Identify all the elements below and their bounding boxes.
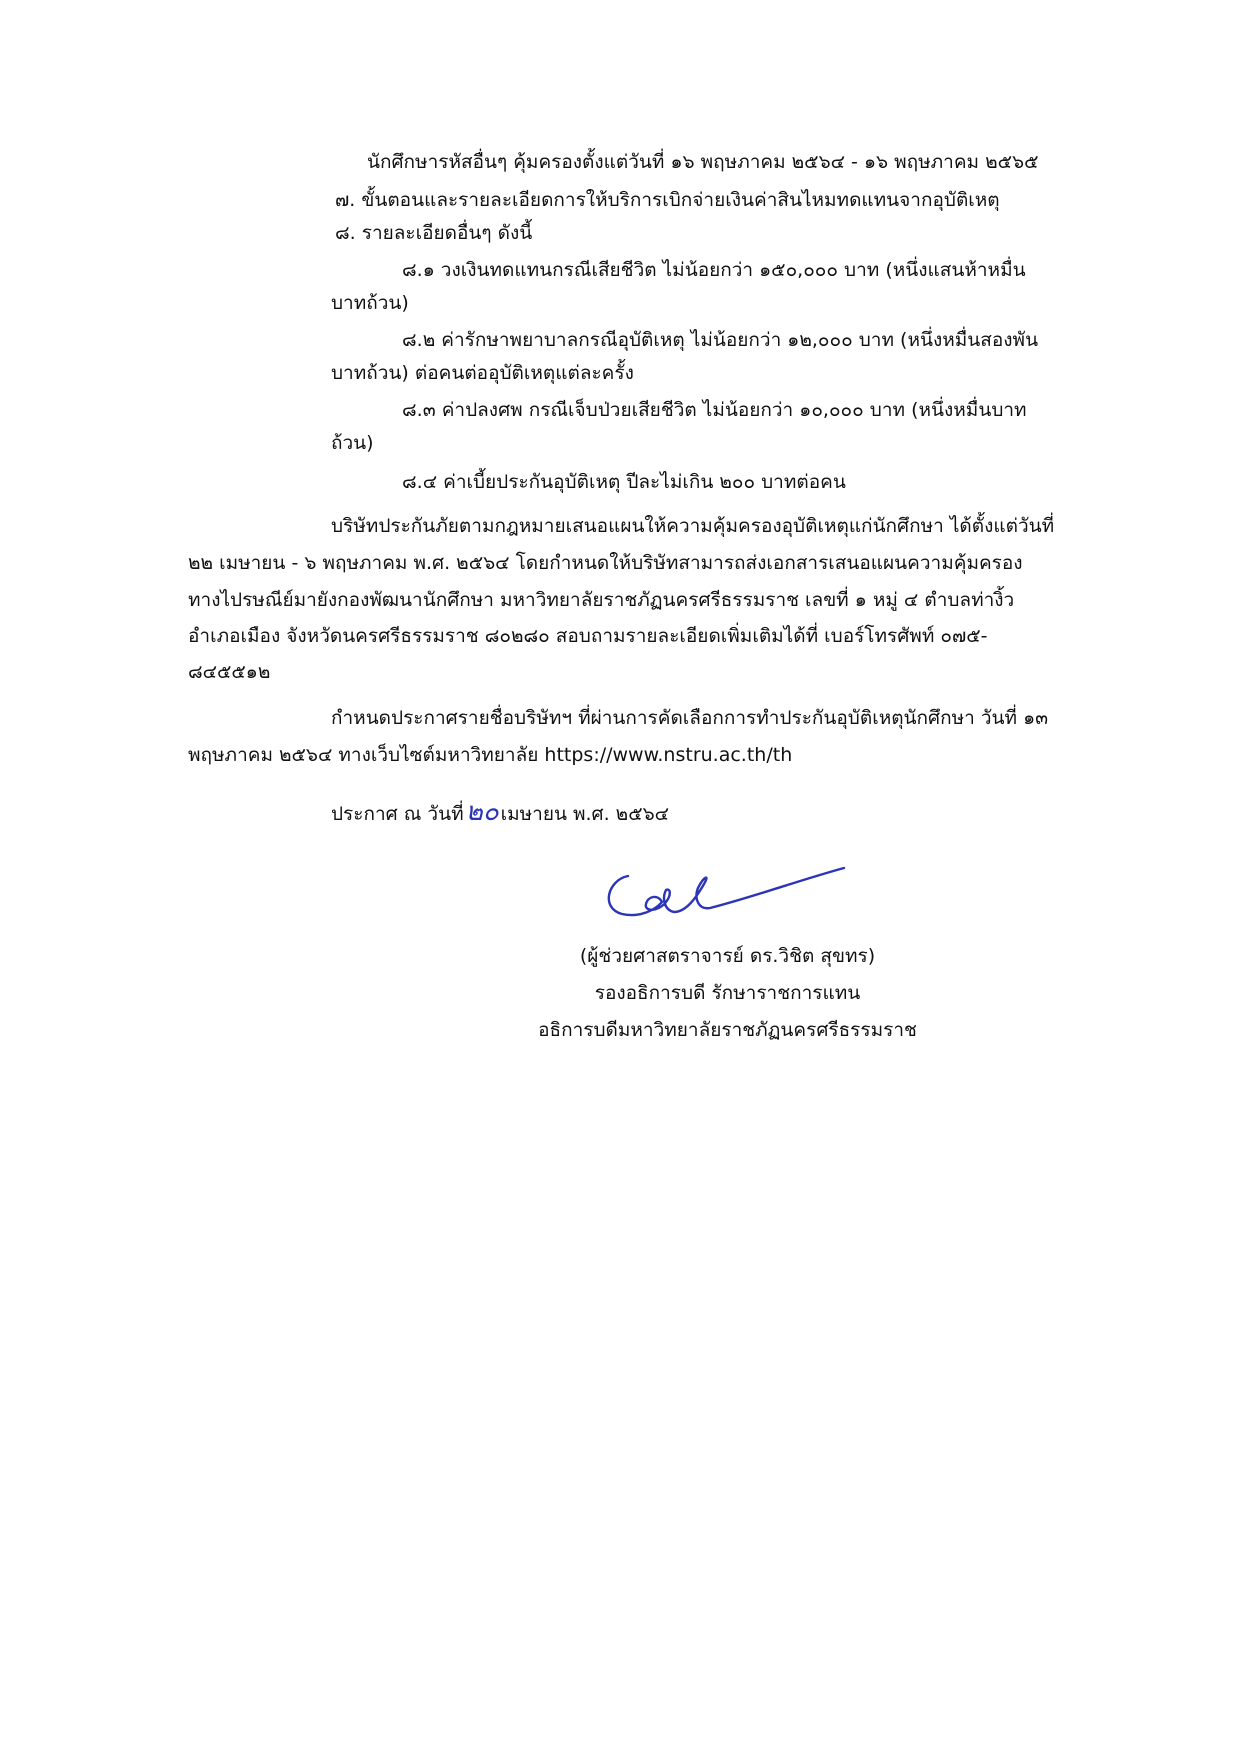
item-8-3-line1: ๘.๓ ค่าปลงศพ กรณีเจ็บป่วยเสียชีวิต ไม่น้อยกว่า ๑๐,๐๐๐ บาท (หนึ่งหมื่นบาท [402, 399, 1027, 421]
paragraph-2-line1: กำหนดประกาศรายชื่อบริษัทฯ ที่ผ่านการคัดเลือกการทำประกันอุบัติเหตุนักศึกษา วันที่ ๑๓ [331, 707, 1049, 729]
item-8-2-line1: ๘.๒ ค่ารักษาพยาบาลกรณีอุบัติเหตุ ไม่น้อยกว่า ๑๒,๐๐๐ บาท (หนึ่งหมื่นสองพัน [402, 329, 1039, 351]
item-8-3-line2: ถ้วน) [331, 432, 374, 454]
item-8-1-line2: บาทถ้วน) [331, 292, 409, 314]
paragraph-1-line5: ๘๔๕๕๑๒ [188, 661, 271, 683]
announcement-date [331, 797, 670, 827]
paragraph-1-line3: ทางไปรษณีย์มายังกองพัฒนานักศึกษา มหาวิทยาลัยราชภัฏนครศรีธรรมราช เลขที่ ๑ หมู่ ๔ ตำบลท่างิ้ว [188, 589, 1015, 611]
announcement-prefix: ประกาศ ณ วันที่ [331, 803, 464, 825]
paragraph-1-line4: อำเภอเมือง จังหวัดนครศรีธรรมราช ๘๐๒๘๐ สอบถามรายละเอียดเพิ่มเติมได้ที่ เบอร์โทรศัพท์ ๐๗๕- [188, 625, 988, 647]
paragraph-1-line1: บริษัทประกันภัยตามกฎหมายเสนอแผนให้ความคุ้มครองอุบัติเหตุแก่นักศึกษา ได้ตั้งแต่วันที่ [331, 515, 1055, 537]
signature-icon [600, 858, 850, 928]
signatory-block [0, 944, 1247, 1042]
item-7: ๗. ขั้นตอนและรายละเอียดการให้บริการเบิกจ่ายเงินค่าสินไหมทดแทนจากอุบัติเหตุ [335, 189, 1000, 211]
signatory-name: (ผู้ช่วยศาสตราจารย์ ดร.วิชิต สุขทร) [579, 945, 876, 967]
handwritten-day: ๒๐ [465, 797, 499, 827]
text-line-continuation: นักศึกษารหัสอื่นๆ คุ้มครองตั้งแต่วันที่ ๑๖ พฤษภาคม ๒๕๖๔ - ๑๖ พฤษภาคม ๒๕๖๕ [367, 151, 1039, 173]
paragraph-1-line2: ๒๒ เมษายน - ๖ พฤษภาคม พ.ศ. ๒๕๖๔ โดยกำหนดให้บริษัทสามารถส่งเอกสารเสนอแผนความคุ้มครอง [188, 552, 1023, 574]
signatory-position-1: รองอธิการบดี รักษาราชการแทน [594, 982, 861, 1004]
paragraph-2-line2: พฤษภาคม ๒๕๖๔ ทางเว็บไซต์มหาวิทยาลัย https://www.nstru.ac.th/th [188, 744, 793, 766]
item-8-4: ๘.๔ ค่าเบี้ยประกันอุบัติเหตุ ปีละไม่เกิน ๒๐๐ บาทต่อคน [402, 471, 846, 493]
item-8-1-line1: ๘.๑ วงเงินทดแทนกรณีเสียชีวิต ไม่น้อยกว่า ๑๕๐,๐๐๐ บาท (หนึ่งแสนห้าหมื่น [402, 259, 1026, 281]
signatory-position-2: อธิการบดีมหาวิทยาลัยราชภัฏนครศรีธรรมราช [538, 1019, 917, 1041]
announcement-suffix: เมษายน พ.ศ. ๒๕๖๔ [500, 803, 670, 825]
item-8-2-line2: บาทถ้วน) ต่อคนต่ออุบัติเหตุแต่ละครั้ง [331, 362, 634, 384]
item-8: ๘. รายละเอียดอื่นๆ ดังนี้ [335, 222, 533, 244]
